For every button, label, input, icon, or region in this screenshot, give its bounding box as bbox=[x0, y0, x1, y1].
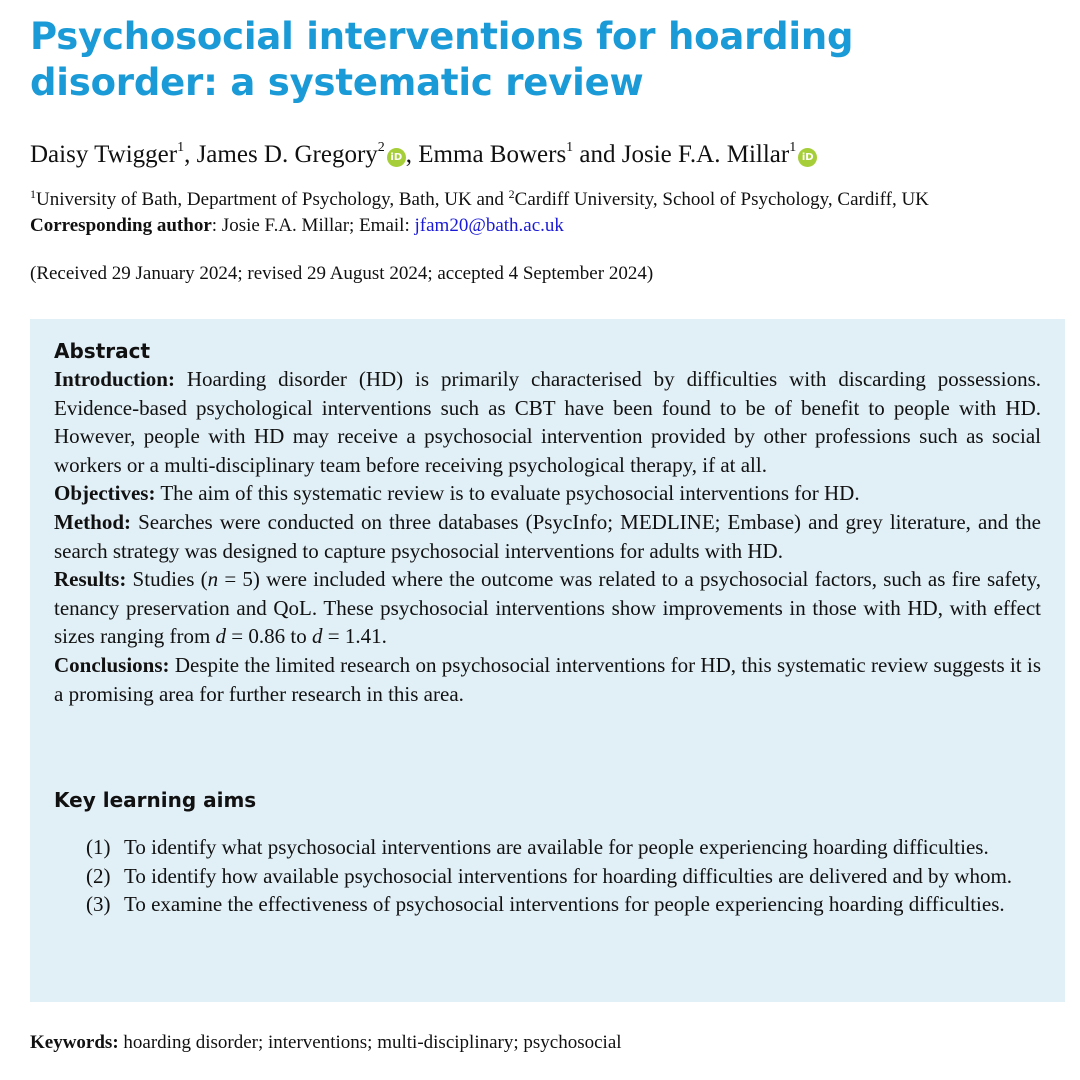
list-item: (1) To identify what psychosocial interventions are available for people experiencing hoarding difficulties. bbox=[86, 835, 989, 859]
author-name: Josie F.A. Millar bbox=[621, 141, 790, 168]
author-name: Daisy Twigger bbox=[30, 141, 178, 168]
abstract-conclusions: Conclusions: Despite the limited research on psychosocial interventions for HD, this systematic review suggests it is a promising area for further research in this area. bbox=[54, 652, 1041, 706]
affiliations bbox=[30, 187, 1060, 239]
list-item: (2) To identify how available psychosocial interventions for hoarding difficulties are delivered and by whom. bbox=[86, 863, 1013, 888]
corresponding-author: Corresponding author: Josie F.A. Millar; Email: jfam20@bath.ac.uk bbox=[30, 215, 564, 236]
keywords: Keywords: hoarding disorder; interventions; multi-disciplinary; psychosocial bbox=[30, 1032, 622, 1053]
received-dates: (Received 29 January 2024; revised 29 August 2024; accepted 4 September 2024) bbox=[30, 263, 654, 284]
abstract-method: Method: Searches were conducted on three databases (PsycInfo; MEDLINE; Embase) and grey literature, and the search strategy was designed to capture psychosocial interventions for adults with HD. bbox=[54, 509, 1041, 563]
author-name: James D. Gregory bbox=[196, 141, 378, 168]
author-name: Emma Bowers bbox=[418, 141, 567, 168]
orcid-icon[interactable]: iD bbox=[387, 148, 406, 167]
key-learning-aims-list bbox=[54, 833, 1041, 919]
article-title: Psychosocial interventions for hoarding disorder: a systematic review bbox=[30, 15, 854, 104]
affiliation-line: $^1$University of Bath, Department of Psychology, Bath, UK and $^2$Cardiff University, School of Psychology, Cardiff, UK bbox=[30, 187, 929, 210]
orcid-icon[interactable]: iD bbox=[798, 148, 817, 167]
abstract-introduction: Introduction: Hoarding disorder (HD) is primarily characterised by difficulties with discarding possessions. Evidence-based psychological interventions such as CBT have been found to be of benefit to people with HD. However, people with HD may receive a psychosocial intervention provided by other professions such as social workers or a multi-disciplinary team before receiving psychological therapy, if at all. bbox=[54, 367, 1041, 477]
author-affiliation-marker: 1 bbox=[177, 140, 185, 155]
abstract-heading: Abstract bbox=[54, 339, 151, 363]
email-link[interactable]: jfam20@bath.ac.uk bbox=[414, 215, 564, 236]
author-affiliation-marker: 1 bbox=[789, 140, 797, 155]
author-affiliation-marker: 2 bbox=[377, 140, 385, 155]
key-learning-aims-heading: Key learning aims bbox=[54, 788, 257, 812]
abstract-objectives: Objectives: The aim of this systematic review is to evaluate psychosocial interventions for HD. bbox=[54, 481, 860, 506]
abstract-panel bbox=[30, 319, 1065, 1002]
author-affiliation-marker: 1 bbox=[566, 140, 574, 155]
list-item: (3) To examine the effectiveness of psychosocial interventions for people experiencing hoarding difficulties. bbox=[86, 892, 1005, 917]
abstract-results: Results: Studies (n = 5) were included where the outcome was related to a psychosocial factors, such as fire safety, tenancy preservation and QoL. These psychosocial interventions show improvements in those with HD, with effect sizes ranging from d = 0.86 to d = 1.41. bbox=[54, 567, 1042, 649]
author-list: Daisy Twigger$^1$, James D. Gregory$^2$iD , Emma Bowers$^1$ and Josie F.A. Millar$^1$iD bbox=[30, 138, 1050, 172]
